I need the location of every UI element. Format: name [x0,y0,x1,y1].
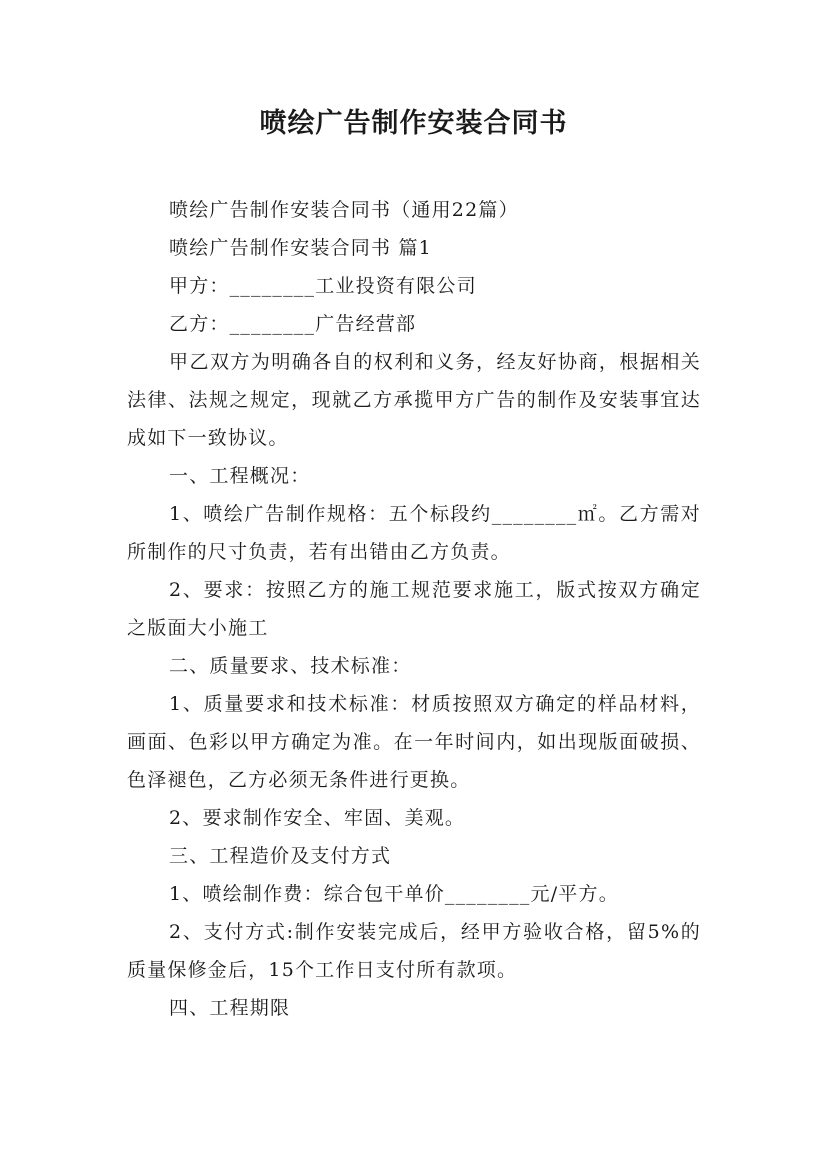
paragraph-heading-cost: 三、工程造价及支付方式 [169,845,392,867]
paragraph-heading-term: 四、工程期限 [169,997,291,1019]
paragraph-heading-overview: 一、工程概况： [169,465,311,487]
document-title: 喷绘广告制作安装合同书 [259,108,568,139]
paragraph-clause-spec: 1、喷绘广告制作规格：五个标段约________㎡。乙方需对所制作的尺寸负责，若有出错由乙方负责。 [127,503,701,563]
paragraph-section-heading: 喷绘广告制作安装合同书 篇1 [169,237,432,259]
paragraph-subtitle: 喷绘广告制作安装合同书（通用22篇） [169,199,519,221]
paragraph-party-a: 甲方：________工业投资有限公司 [169,275,477,297]
paragraph-heading-quality: 二、质量要求、技术标准： [169,655,412,677]
paragraph-clause-payment: 2、支付方式:制作安装完成后，经甲方验收合格，留5%的质量保修金后，15个工作日支付所有款项。 [127,921,701,981]
paragraph-clause-fee: 1、喷绘制作费：综合包干单价________元/平方。 [169,883,619,905]
paragraph-party-b: 乙方：________广告经营部 [169,313,417,335]
paragraph-clause-quality: 1、质量要求和技术标准：材质按照双方确定的样品材料，画面、色彩以甲方确定为准。在一年时间内，如出现版面破损、色泽褪色，乙方必须无条件进行更换。 [127,693,701,791]
paragraph-clause-safety: 2、要求制作安全、牢固、美观。 [169,807,466,829]
document-body [127,191,701,1027]
paragraph-preamble: 甲乙双方为明确各自的权利和义务，经友好协商，根据相关法律、法规之规定，现就乙方承揽甲方广告的制作及安装事宜达成如下一致协议。 [127,351,701,449]
paragraph-clause-requirement: 2、要求：按照乙方的施工规范要求施工，版式按双方确定之版面大小施工 [127,579,701,639]
